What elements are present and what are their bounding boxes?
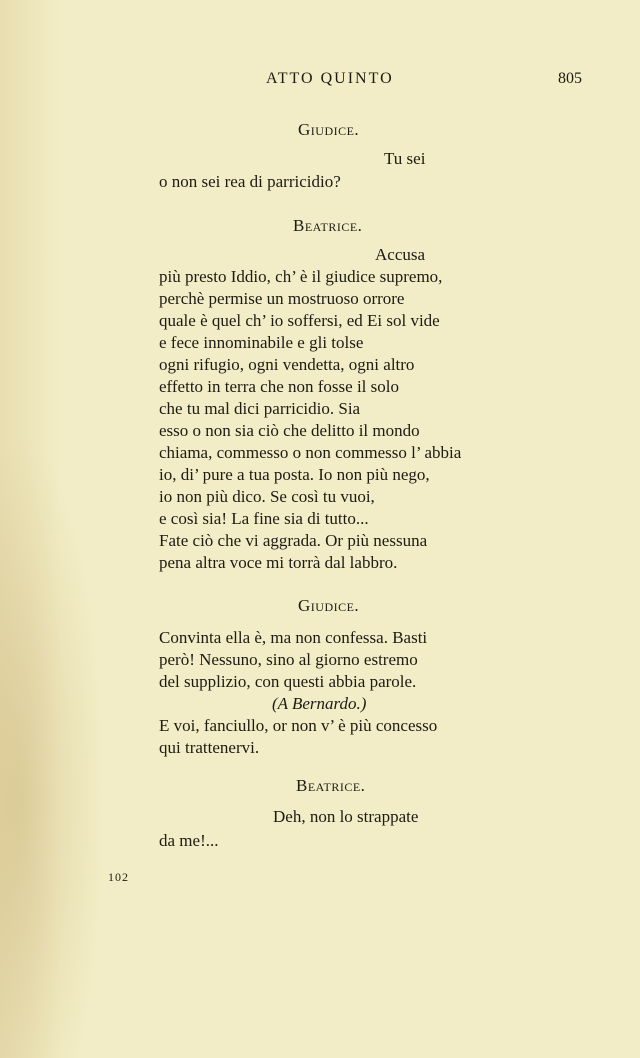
verse-line: Fate ciò che vi aggrada. Or più nessuna [159,531,428,550]
verse-line: E voi, fanciullo, or non v’ è più concesso [159,716,438,735]
verse-line: Accusa [375,245,426,264]
verse-line: effetto in terra che non fosse il solo [159,377,399,396]
verse-line: del supplizio, con questi abbia parole. [159,672,417,691]
verse-line: qui trattenervi. [159,738,260,757]
speaker-name: Giudice. [298,596,360,615]
speaker-name: Beatrice. [293,216,363,235]
verse-line: io, di’ pure a tua posta. Io non più nego, [159,465,430,484]
verse-line: pena altra voce mi torrà dal labbro. [159,553,398,572]
speaker-name: Giudice. [298,120,360,139]
verse-line: Tu sei [384,149,426,168]
verse-line: e fece innominabile e gli tolse [159,333,364,352]
verse-line: che tu mal dici parricidio. Sia [159,399,361,418]
page-header [0,70,640,94]
page-number: 805 [558,70,582,87]
running-title: ATTO QUINTO [266,70,394,87]
verse-line: e così sia! La fine sia di tutto... [159,509,369,528]
verse-line: ogni rifugio, ogni vendetta, ogni altro [159,355,415,374]
verse-line: quale è quel ch’ io soffersi, ed Ei sol vide [159,311,440,330]
verse-line: da me!... [159,831,219,850]
stage-direction: (A Bernardo.) [272,694,367,713]
verse-line: chiama, commesso o non commesso l’ abbia [159,443,462,462]
speaker-name: Beatrice. [296,776,366,795]
verse-line: più presto Iddio, ch’ è il giudice supremo, [159,267,443,286]
signature-mark: 102 [108,870,129,884]
verse-line: però! Nessuno, sino al giorno estremo [159,650,418,669]
verse-line: o non sei rea di parricidio? [159,172,341,191]
verse-line: perchè permise un mostruoso orrore [159,289,405,308]
verse-line: Convinta ella è, ma non confessa. Basti [159,628,428,647]
verse-line: esso o non sia ciò che delitto il mondo [159,421,420,440]
verse-line: io non più dico. Se così tu vuoi, [159,487,375,506]
verse-line: Deh, non lo strappate [273,807,419,826]
